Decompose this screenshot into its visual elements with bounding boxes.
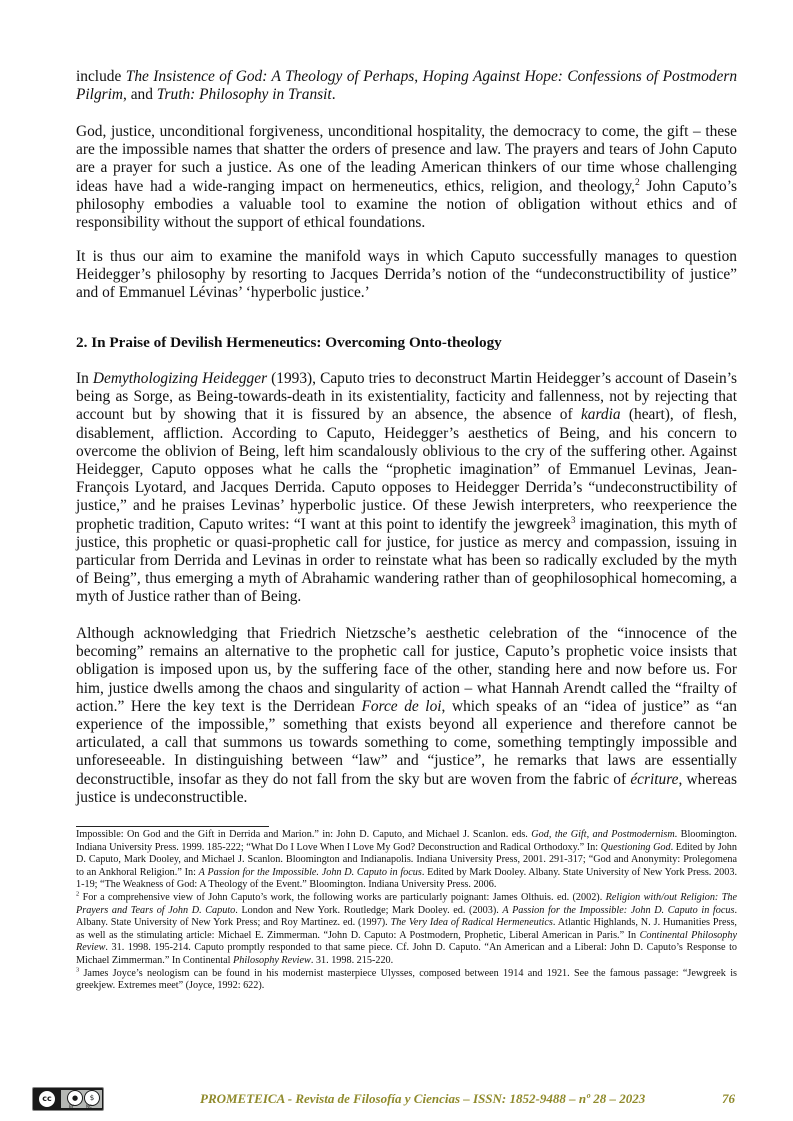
footnote-number: 2 <box>76 890 80 898</box>
page-footer <box>0 1083 793 1113</box>
paragraph-intro-titles: include The Insistence of God: A Theology of Perhaps, Hoping Against Hope: Confessions of Postmodern Pilgrim, and Truth: Philosophy in Transit. <box>76 68 738 104</box>
journal-citation: PROMETEICA - Revista de Filosofía y Ciencias – ISSN: 1852-9488 – nº 28 – 2023 <box>200 1091 646 1106</box>
nc-label: NC <box>86 1104 92 1109</box>
paragraph-demythologizing: In Demythologizing Heidegger (1993), Caputo tries to deconstruct Martin Heidegger’s account of Dasein’s being as Sorge, as Being-towards-death in its existentiality, facticity and fallenness, not by rejecting that account but by showing that it is fissured by an absence, the absence of kardia (heart), of flesh, disablement, affliction. According to Caputo, Heidegger’s aesthetics of Being, and his concern to overcome the oblivion of Being, left him scandalously oblivious to the cry of the suffering other. Against Heidegger, Caputo opposes what he calls the “prophetic imagination” of Emmanuel Levinas, Jean-François Lyotard, and Jacques Derrida. Caputo opposes to Heidegger Derrida’s “undeconstructibility of justice,” and he praises Levinas’ hyperbolic justice. Of these Jewish interpreters, who reexperience the prophetic tradition, Caputo writes: “I want at this point to identify the jewgreek$^3$ imagination, this myth of justice, this prophetic or quasi-prophetic call for justice, for justice as mercy and compassion, issuing in particular from Derrida and Levinas in order to reinstate what has been so radically excluded by the myth of Being”, thus emerging a myth of Abrahamic wandering rather than of geophilosophical homecoming, a myth of Justice rather than of Being. <box>76 370 737 606</box>
book-title: Hoping Against Hope: Confessions of Postmodern Pilgrim <box>76 68 738 104</box>
section-heading: 2. In Praise of Devilish Hermeneutics: Overcoming Onto-theology <box>76 334 502 351</box>
footnote-ref-3[interactable]: 3 <box>570 514 576 526</box>
person-icon: ● <box>67 1090 83 1106</box>
paragraph-impossible-names: God, justice, unconditional forgiveness, unconditional hospitality, the democracy to come, the gift – these are the impossible names that shatter the orders of presence and law. The prayers and tears of John Caputo are a prayer for such a justice. As one of the leading American thinkers of our time whose challenging ideas have had a wide-ranging impact on hermeneutics, ethics, religion, and theology,$^2$ John Caputo’s philosophy embodies a valuable tool to examine the notion of obligation without ethics and of responsibility without the support of ethical foundations. <box>76 123 737 232</box>
footnote-number: 3 <box>76 966 80 974</box>
book-title: Truth: Philosophy in Transit <box>156 86 332 104</box>
footnote-2: $^2$ For a comprehensive view of John Caputo’s work, the following works are particularly poignant: James Olthuis. ed. (2002). Religion with/out Religion: The Prayers and Tears of John D. Caputo. London and New York. Routledge; Mark Dooley. ed. (2003). A Passion for the Impossible: John D. Caputo in focus. Albany. State University of New York Press; and Roy Martinez. ed. (1997). The Very Idea of Radical Hermeneutics. Atlantic Highlands, N. J. Humanities Press, as well as the stimulating article: Michael E. Zimmerman. “John D. Caputo: A Postmodern, Prophetic, Liberal American in Paris.” In Continental Philosophy Review. 31. 1998. 195-214. Caputo promptly responded to that same piece. Cf. John D. Caputo. “An American and a Liberal: John D. Caputo’s Response to Michael Zimmerman.” In Continental Philosophy Review. 31. 1998. 215-220. <box>76 890 738 966</box>
by-label: BY <box>69 1104 74 1109</box>
greek-term: kardia <box>580 406 621 424</box>
cc-icon: cc <box>37 1089 57 1109</box>
footnotes <box>76 829 737 993</box>
page-number: 76 <box>722 1091 735 1106</box>
creative-commons-license-badge[interactable] <box>32 1087 104 1111</box>
no-dollar-icon: $ <box>84 1090 100 1106</box>
footnote-3: $^3$ James Joyce’s neologism can be found in his modernist masterpiece Ulysses, composed between 1914 and 1921. See the famous passage: “Jewgreek is greekjew. Extremes meet” (Joyce, 1992: 622). <box>76 966 737 992</box>
footnote-1-continued: Impossible: On God and the Gift in Derrida and Marion.” in: John D. Caputo, and Michael J. Scanlon. eds. God, the Gift, and Postmodernism. Bloomington. Indiana University Press. 1999. 185-222; “What Do I Love When I Love My God? Deconstruction and Radical Orthodoxy.” In: Questioning God. Edited by John D. Caputo, Mark Dooley, and Michael J. Scanlon. Bloomington and Indianapolis. Indiana University Press, 2001. 291-317; “God and Anonymity: Prolegomena to an Ankhoral Religion.” In: A Passion for the Impossible. John D. Caputo in focus. Edited by Mark Dooley. Albany. State University of New York Press. 2003. 1-19; “The Weakness of God: A Theology of the Event.” Bloomington. Indiana University Press. 2006. <box>76 829 738 891</box>
book-title: Demythologizing Heidegger <box>92 370 268 387</box>
license-strip <box>61 1090 102 1108</box>
work-title: Force de loi <box>361 697 442 715</box>
paragraph-nietzsche: Although acknowledging that Friedrich Nietzsche’s aesthetic celebration of the “innocence of the becoming” remains an alternative to the prophetic call for justice, Caputo’s prophetic voice insists that obligation is imposed upon us, by the suffering face of the other, standing here and now before us. For him, justice dwells among the chaos and singularity of action – what Hannah Arendt called the “frailty of action.” Here the key text is the Derridean Force de loi, which speaks of an “idea of justice” as “an experience of the impossible,” something that exists beyond all experience and therefore cannot be articulated, a call that summons us towards something to come, something temptingly impossible and unforeseeable. In distinguishing between “law” and “justice”, he remarks that laws are essentially deconstructible, insofar as they do not fall from the sky but are woven from the fabric of écriture, whereas justice is undeconstructible. <box>76 625 737 806</box>
paragraph-aim: It is thus our aim to examine the manifold ways in which Caputo successfully manages to question Heidegger’s philosophy by resorting to Jacques Derrida’s notion of the “undeconstructibility of justice” and of Emmanuel Lévinas’ ‘hyperbolic justice.’ <box>76 248 737 302</box>
book-title: The Insistence of God: A Theology of Perhaps <box>125 68 415 85</box>
french-term: écriture <box>630 770 679 788</box>
footnote-separator <box>76 826 269 827</box>
footnote-ref-2[interactable]: 2 <box>635 176 640 188</box>
